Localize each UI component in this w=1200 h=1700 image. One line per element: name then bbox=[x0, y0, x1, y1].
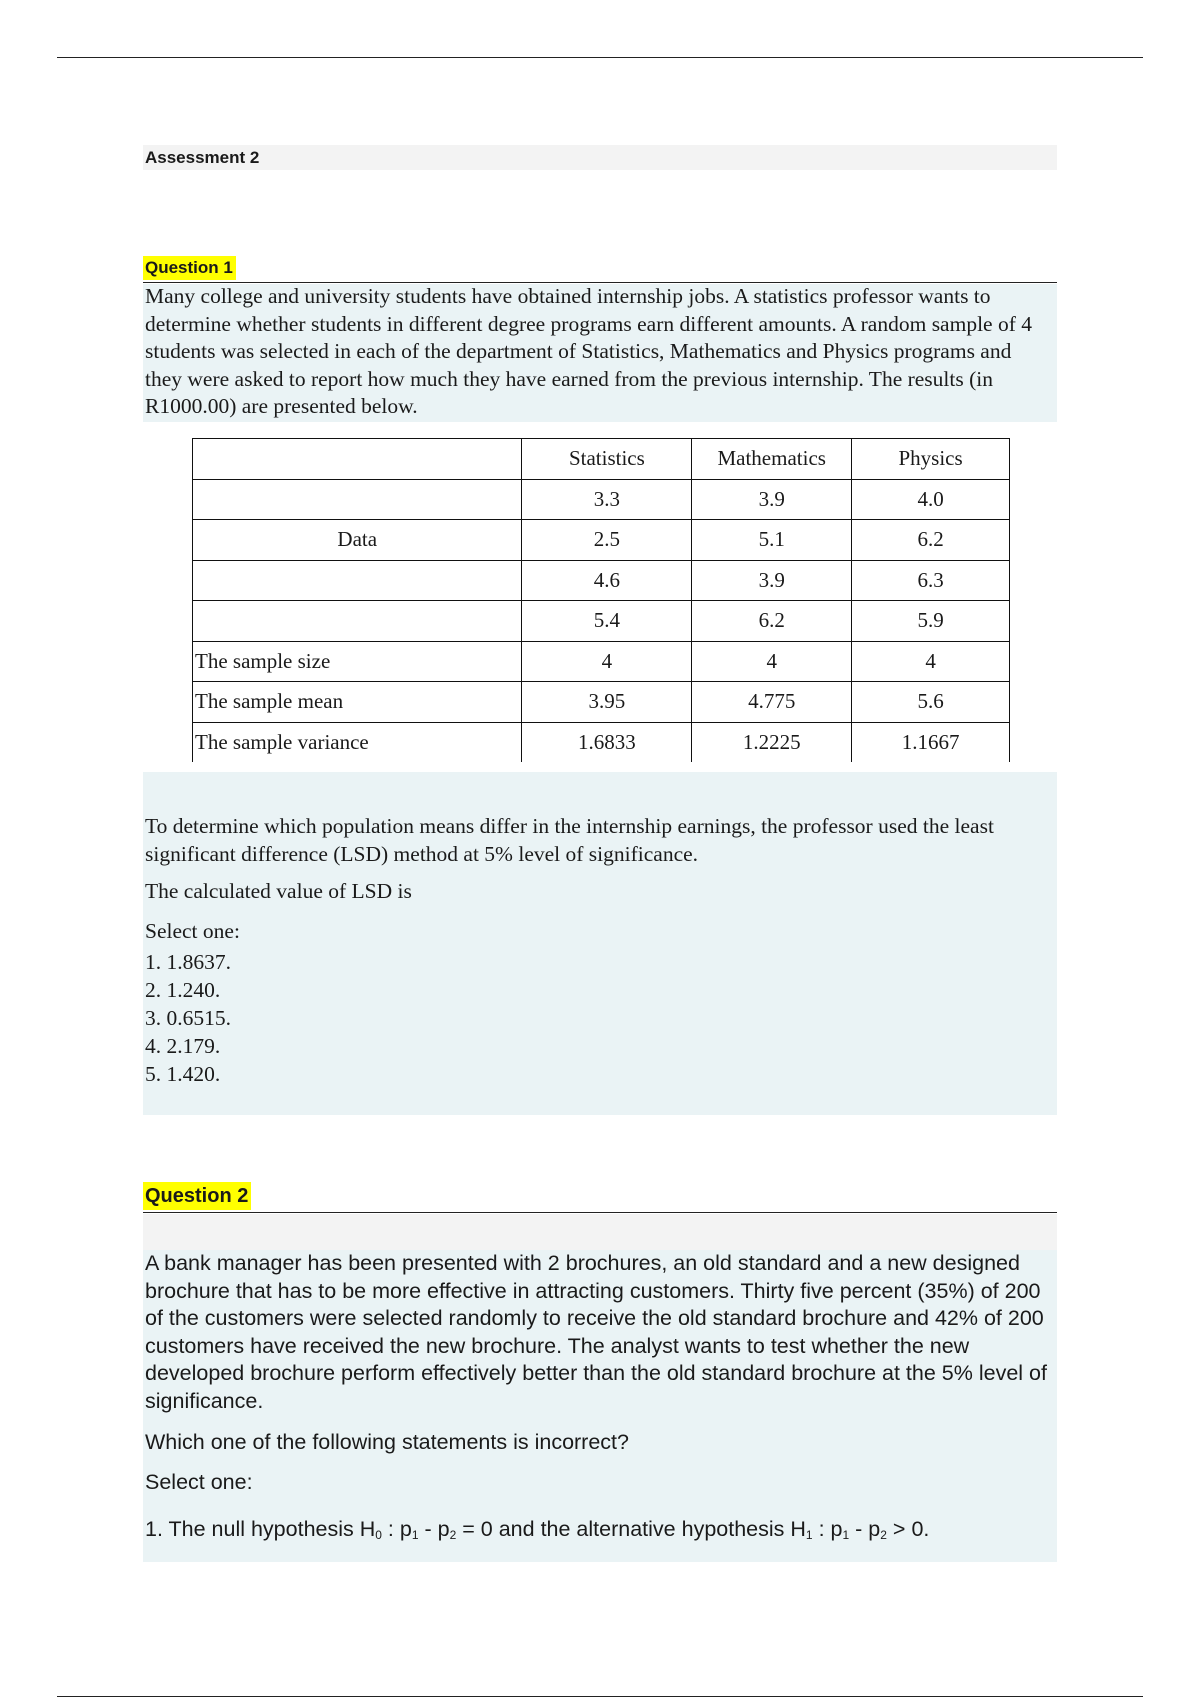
table-row bbox=[193, 560, 1010, 601]
question-2-prompt: Which one of the following statements is incorrect? bbox=[145, 1430, 629, 1454]
question-1-select-label: Select one: bbox=[145, 919, 240, 943]
question-1-header bbox=[143, 254, 1057, 283]
table-cell: 2.5 bbox=[522, 520, 692, 561]
table-cell bbox=[193, 601, 522, 642]
question-2-label: Question 2 bbox=[143, 1182, 251, 1210]
table-header-row bbox=[193, 439, 1010, 480]
option-text: = 0 and the alternative hypothesis H bbox=[456, 1517, 806, 1541]
option-text: : p bbox=[381, 1517, 412, 1541]
sample-variance-label: The sample variance bbox=[193, 722, 522, 762]
answer-option-4[interactable]: 4. 2.179. bbox=[145, 1034, 221, 1058]
option-text: : p bbox=[812, 1517, 843, 1541]
question-2-header bbox=[143, 1180, 1057, 1213]
subscript: 1 bbox=[411, 1528, 419, 1542]
data-row-label: Data bbox=[193, 520, 522, 561]
table-row bbox=[193, 601, 1010, 642]
answer-option-2[interactable]: 2. 1.240. bbox=[145, 978, 221, 1002]
table-row bbox=[193, 641, 1010, 682]
table-cell: 5.1 bbox=[692, 520, 852, 561]
option-text: - p bbox=[418, 1517, 450, 1541]
table-cell bbox=[193, 479, 522, 520]
subscript: 0 bbox=[375, 1528, 382, 1542]
table-header-cell: Statistics bbox=[522, 439, 692, 480]
table-cell: 5.6 bbox=[852, 682, 1010, 723]
option-text: 1. The null hypothesis H bbox=[145, 1517, 376, 1541]
assessment-title-band bbox=[143, 145, 1057, 170]
table-cell: 4.6 bbox=[522, 560, 692, 601]
table-cell: 3.95 bbox=[522, 682, 692, 723]
table-cell: 5.9 bbox=[852, 601, 1010, 642]
option-text: > 0. bbox=[886, 1517, 930, 1541]
subscript: 2 bbox=[449, 1528, 457, 1542]
table-cell: 4 bbox=[692, 641, 852, 682]
lsd-description: To determine which population means differ in the internship earnings, the professor used the least significant difference (LSD) method at 5% level of significance. bbox=[145, 814, 994, 866]
table-cell: 1.2225 bbox=[692, 722, 852, 762]
top-rule bbox=[57, 57, 1143, 58]
table-cell: 4 bbox=[852, 641, 1010, 682]
question-1-intro: Many college and university students have obtained internship jobs. A statistics professor wants to determine whether students in different degree programs earn different amounts. A random sample of 4 students was selected in each of the department of Statistics, Mathematics and Physics programs and they were asked to report how much they have earned from the previous internship. The results (in R1000.00) are presented below. bbox=[145, 284, 1033, 419]
table-cell: 3.3 bbox=[522, 479, 692, 520]
subscript: 1 bbox=[842, 1528, 850, 1542]
assessment-title: Assessment 2 bbox=[145, 148, 260, 167]
table-cell: 6.3 bbox=[852, 560, 1010, 601]
table-cell: 4.0 bbox=[852, 479, 1010, 520]
question-2-top-strip bbox=[143, 1214, 1057, 1250]
table-header-cell: Physics bbox=[852, 439, 1010, 480]
question-1-options bbox=[145, 948, 231, 1088]
answer-option-5[interactable]: 5. 1.420. bbox=[145, 1062, 221, 1086]
table-row bbox=[193, 479, 1010, 520]
table-cell: 3.9 bbox=[692, 560, 852, 601]
table-cell: 4.775 bbox=[692, 682, 852, 723]
table-cell bbox=[193, 560, 522, 601]
answer-option-3[interactable]: 3. 0.6515. bbox=[145, 1006, 231, 1030]
internship-earnings-table bbox=[192, 438, 1010, 762]
table-header-cell: Mathematics bbox=[692, 439, 852, 480]
table-cell: 3.9 bbox=[692, 479, 852, 520]
table-header-cell bbox=[193, 439, 522, 480]
table-cell: 4 bbox=[522, 641, 692, 682]
subscript: 2 bbox=[880, 1528, 887, 1542]
table-cell: 6.2 bbox=[692, 601, 852, 642]
table-cell: 5.4 bbox=[522, 601, 692, 642]
sample-mean-label: The sample mean bbox=[193, 682, 522, 723]
table-cell: 6.2 bbox=[852, 520, 1010, 561]
question-1-label: Question 1 bbox=[143, 256, 236, 280]
question-1-prompt: The calculated value of LSD is bbox=[145, 879, 412, 903]
question-2-text: A bank manager has been presented with 2 brochures, an old standard and a new designed brochure that has to be more effective in attracting customers. Thirty five percent (35%) of 200 of the customers were selected randomly to receive the old standard brochure and 42% of 200 customers have received the new brochure. The analyst wants to test whether the new developed brochure perform effectively better than the old standard brochure at the 5% level of significance. bbox=[145, 1251, 1047, 1413]
sample-size-label: The sample size bbox=[193, 641, 522, 682]
option-text: - p bbox=[849, 1517, 881, 1541]
table-row bbox=[193, 722, 1010, 762]
table-cell: 1.1667 bbox=[852, 722, 1010, 762]
table-row bbox=[193, 682, 1010, 723]
bottom-rule bbox=[57, 1696, 1143, 1697]
question-2-select-label: Select one: bbox=[145, 1470, 253, 1494]
answer-option-1[interactable]: 1. 1.8637. bbox=[145, 950, 231, 974]
subscript: 1 bbox=[805, 1528, 813, 1542]
table-cell: 1.6833 bbox=[522, 722, 692, 762]
question-2-option-1[interactable] bbox=[145, 1517, 929, 1542]
table-row bbox=[193, 520, 1010, 561]
